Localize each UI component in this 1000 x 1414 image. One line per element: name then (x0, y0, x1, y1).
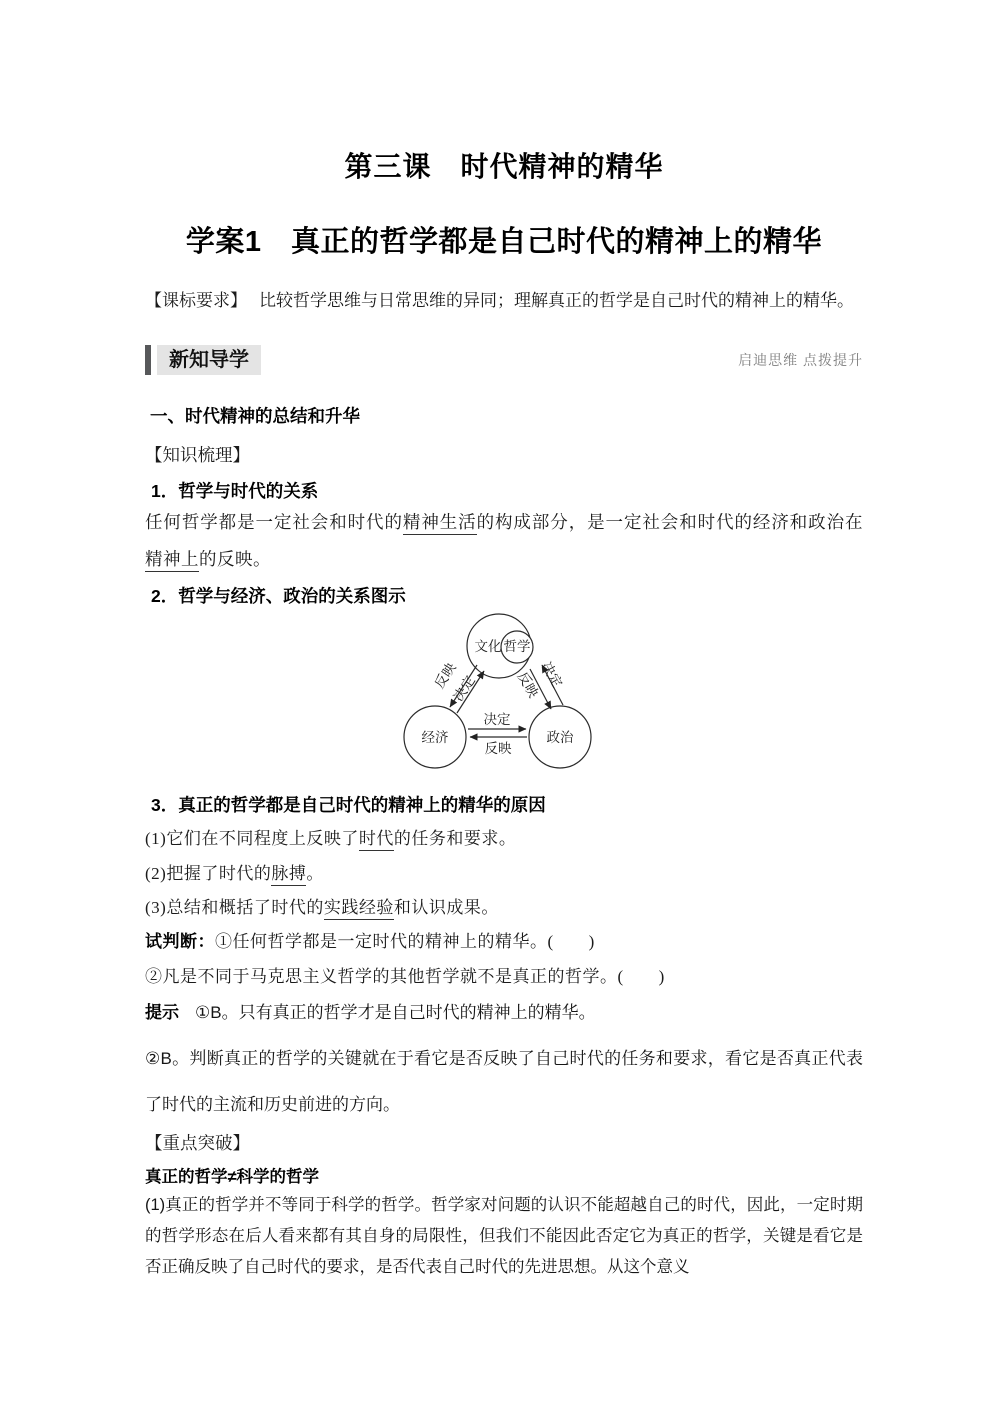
course-req-text: 比较哲学思维与日常思维的异同；理解真正的哲学是自己时代的精神上的精华。 (259, 291, 854, 310)
point3-heading: 3．真正的哲学都是自己时代的精神上的精华的原因 (151, 795, 546, 815)
section-tagline: 启迪思维 点拨提升 (738, 352, 863, 368)
key-breakthrough-label: 【重点突破】 (145, 1133, 250, 1153)
section-title: 新知导学 (157, 345, 261, 375)
culture-node-label: 文化 (474, 639, 502, 654)
reason2-text: (2)把握了时代的 (145, 864, 272, 883)
reason2-text-post: 。 (306, 864, 324, 883)
reason-item-1 (145, 826, 863, 852)
study-case-title: 学案1 真正的哲学都是自己时代的精神上的精华 (185, 226, 823, 258)
focus-paragraph: (1)真正的哲学并不等同于科学的哲学。哲学家对问题的认识不能超越自己的时代，因此，一定时期的哲学形态在后人看来都有其自身的局限性，但我们不能因此否定它为真正的哲学，关键是看它是否正确反映了自己时代的要求，是否代表自己时代的先进思想。从这个意义 (145, 1196, 863, 1276)
point1-heading: 1．哲学与时代的关系 (151, 481, 319, 501)
part-one-heading: 一、时代精神的总结和升华 (150, 406, 360, 426)
judge-hint-2 (145, 1036, 863, 1128)
judge-question-1-text: ①任何哲学都是一定时代的精神上的精华。( ) (215, 932, 595, 951)
judge-question-2 (145, 964, 863, 990)
point1-underlined-2: 精神上 (145, 549, 199, 572)
reason3-underlined: 实践经验 (324, 898, 394, 920)
hint-1-text: ①B。只有真正的哲学才是自己时代的精神上的精华。 (195, 1003, 596, 1022)
reason1-text-post: 的任务和要求。 (393, 829, 517, 848)
relationship-diagram-container (393, 601, 863, 791)
point1-text-3: 的反映。 (199, 549, 271, 569)
bottom-determine-label: 决定 (483, 712, 511, 727)
section-title-group (145, 345, 261, 375)
judge-question-2-text: ②凡是不同于马克思主义哲学的其他哲学就不是真正的哲学。( ) (145, 967, 665, 986)
lesson-title: 第三课 时代精神的精华 (344, 151, 664, 182)
point1-text-1: 任何哲学都是一定社会和时代的 (145, 512, 403, 532)
philosophy-economy-politics-diagram (393, 601, 623, 786)
reason3-text: (3)总结和概括了时代的 (145, 898, 324, 917)
point2-heading: 2．哲学与经济、政治的关系图示 (151, 586, 406, 606)
focus-heading: 真正的哲学≠科学的哲学 (145, 1168, 320, 1186)
politics-node-label: 政治 (546, 730, 574, 745)
course-req-label: 【课标要求】 (145, 291, 247, 310)
judge-question-1 (145, 929, 863, 955)
reason1-underlined: 时代 (359, 829, 394, 851)
point1-underlined-1: 精神生活 (403, 512, 477, 535)
course-requirements (145, 288, 863, 314)
left-determine-label: 决定 (450, 673, 478, 704)
document-page (145, 0, 863, 1283)
point1-paragraph (145, 504, 863, 578)
left-reflect-label: 反映 (431, 660, 459, 691)
reason-item-2 (145, 861, 863, 887)
hint-2-text: ②B。判断真正的哲学的关键就在于看它是否反映了自己时代的任务和要求，看它是否真正代表了时代的主流和历史前进的方向。 (145, 1049, 863, 1114)
economy-node-label: 经济 (421, 730, 449, 745)
bottom-reflect-label: 反映 (484, 741, 512, 756)
reason2-underlined: 脉搏 (271, 864, 306, 886)
reason3-text-post: 和认识成果。 (393, 898, 499, 917)
philosophy-node-label: 哲学 (503, 639, 531, 654)
right-determine-label: 决定 (538, 659, 566, 691)
section-header (145, 345, 863, 375)
knowledge-review-label: 【知识梳理】 (145, 445, 250, 465)
judge-hint-1 (145, 990, 863, 1036)
reason1-text: (1)它们在不同程度上反映了 (145, 829, 359, 848)
hint-label: 提示 (145, 1003, 179, 1022)
section-accent-bar (145, 345, 151, 375)
point1-text-2: 的构成部分，是一定社会和时代的经济和政治在 (476, 512, 864, 532)
judge-label: 试判断： (145, 932, 215, 951)
right-reflect-label: 反映 (514, 669, 542, 701)
reason-item-3 (145, 895, 863, 921)
